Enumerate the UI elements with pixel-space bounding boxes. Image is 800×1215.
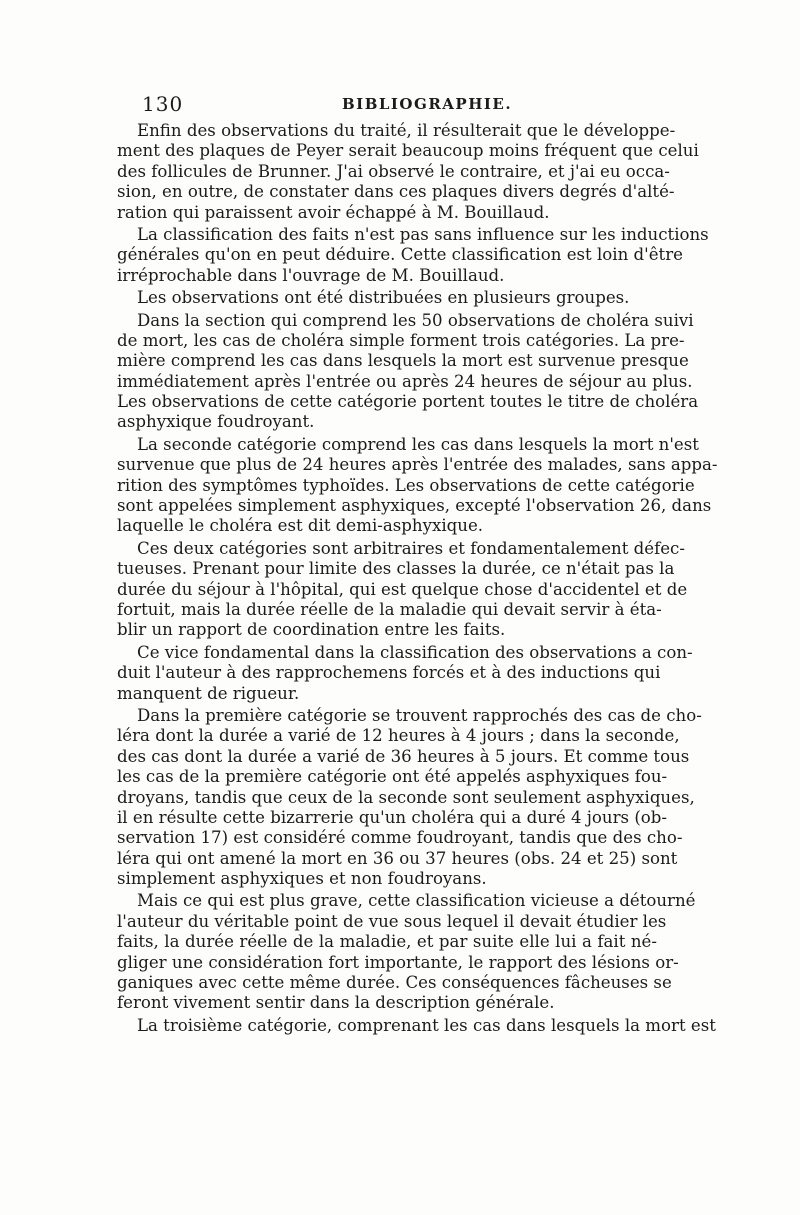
text-line: léra qui ont amené la mort en 36 ou 37 heures (obs. 24 et 25) sont (117, 848, 678, 868)
text-line: La seconde catégorie comprend les cas dans lesquels la mort n'est (137, 434, 699, 454)
text-line: générales qu'on en peut déduire. Cette classification est loin d'être (117, 245, 683, 265)
text-line: de mort, les cas de choléra simple forment trois catégories. La pre- (117, 330, 685, 350)
paragraph (117, 705, 702, 890)
text-line: duit l'auteur à des rapprochemens forcés et à des inductions qui (117, 663, 661, 683)
text-line: droyans, tandis que ceux de la seconde sont seulement asphyxiques, (117, 787, 695, 807)
text-line: sont appelées simplement asphyxiques, excepté l'observation 26, dans (117, 496, 712, 516)
text-line: ment des plaques de Peyer serait beaucoup moins fréquent que celui (117, 141, 699, 161)
text-line: Les observations de cette catégorie portent toutes le titre de choléra (117, 392, 699, 412)
text-line: La troisième catégorie, comprenant les cas dans lesquels la mort est (137, 1015, 716, 1035)
text-line: durée du séjour à l'hôpital, qui est quelque chose d'accidentel et de (117, 579, 688, 599)
text-line: irréprochable dans l'ouvrage de M. Bouillaud. (117, 265, 505, 285)
text-line: survenue que plus de 24 heures après l'entrée des malades, sans appa- (117, 455, 718, 475)
text-line: Dans la section qui comprend les 50 observations de choléra suivi (137, 310, 694, 330)
paragraph (117, 891, 696, 1013)
text-line: des cas dont la durée a varié de 36 heures à 5 jours. Et comme tous (117, 746, 690, 766)
paragraph (117, 288, 657, 308)
text-line: ganiques avec cette même durée. Ces conséquences fâcheuses se (117, 973, 672, 993)
paragraph (117, 1015, 716, 1036)
paragraph (117, 224, 709, 286)
text-line: manquent de rigueur. (117, 683, 300, 703)
text-line: gliger une considération fort importante, le rapport des lésions or- (117, 952, 679, 972)
text-line: léra dont la durée a varié de 12 heures à 4 jours ; dans la seconde, (117, 726, 680, 746)
paragraph (117, 642, 693, 704)
text-line: il en résulte cette bizarrerie qu'un choléra qui a duré 4 jours (ob- (117, 807, 668, 827)
text-line: immédiatement après l'entrée ou après 24 heures de séjour au plus. (117, 371, 693, 391)
page-header (142, 92, 652, 118)
paragraph (117, 538, 688, 641)
paragraph (117, 434, 718, 537)
text-line: ration qui paraissent avoir échappé à M. Bouillaud. (117, 202, 550, 222)
page-number: 130 (142, 92, 184, 116)
text-line: servation 17) est considéré comme foudroyant, tandis que des cho- (117, 828, 683, 848)
text-line: les cas de la première catégorie ont été appelés asphyxiques fou- (117, 767, 668, 787)
paragraph (117, 310, 699, 433)
text-line: Les observations ont été distribuées en plusieurs groupes. (137, 288, 630, 308)
body-text (117, 121, 718, 1036)
text-line: feront vivement sentir dans la description générale. (117, 993, 555, 1013)
text-line: Mais ce qui est plus grave, cette classification vicieuse a détourné (137, 891, 696, 911)
text-line: rition des symptômes typhoïdes. Les observations de cette catégorie (117, 475, 695, 495)
text-line: La classification des faits n'est pas sans influence sur les inductions (137, 224, 709, 244)
text-line: asphyxique foudroyant. (117, 412, 315, 432)
text-line: Ce vice fondamental dans la classification des observations a con- (137, 642, 693, 662)
text-line: fortuit, mais la durée réelle de la maladie qui devait servir à éta- (117, 599, 662, 619)
text-line: sion, en outre, de constater dans ces plaques divers degrés d'alté- (117, 182, 675, 202)
text-line: tueuses. Prenant pour limite des classes la durée, ce n'était pas la (117, 559, 675, 579)
text-line: l'auteur du véritable point de vue sous lequel il devait étudier les (117, 911, 667, 931)
text-line: blir un rapport de coordination entre les faits. (117, 620, 506, 640)
running-title: BIBLIOGRAPHIE. (342, 95, 513, 113)
text-line: faits, la durée réelle de la maladie, et par suite elle lui a fait né- (117, 932, 657, 952)
text-line: simplement asphyxiques et non foudroyans. (117, 869, 487, 889)
paragraph (117, 121, 699, 223)
text-line: mière comprend les cas dans lesquels la mort est survenue presque (117, 351, 689, 371)
text-line: des follicules de Brunner. J'ai observé le contraire, et j'ai eu occa- (117, 161, 670, 181)
text-line: Dans la première catégorie se trouvent rapprochés des cas de cho- (137, 705, 702, 725)
text-line: Ces deux catégories sont arbitraires et fondamentalement défec- (137, 538, 685, 558)
text-line: Enfin des observations du traité, il résulterait que le développe- (137, 121, 676, 140)
text-line: laquelle le choléra est dit demi-asphyxique. (117, 516, 484, 536)
